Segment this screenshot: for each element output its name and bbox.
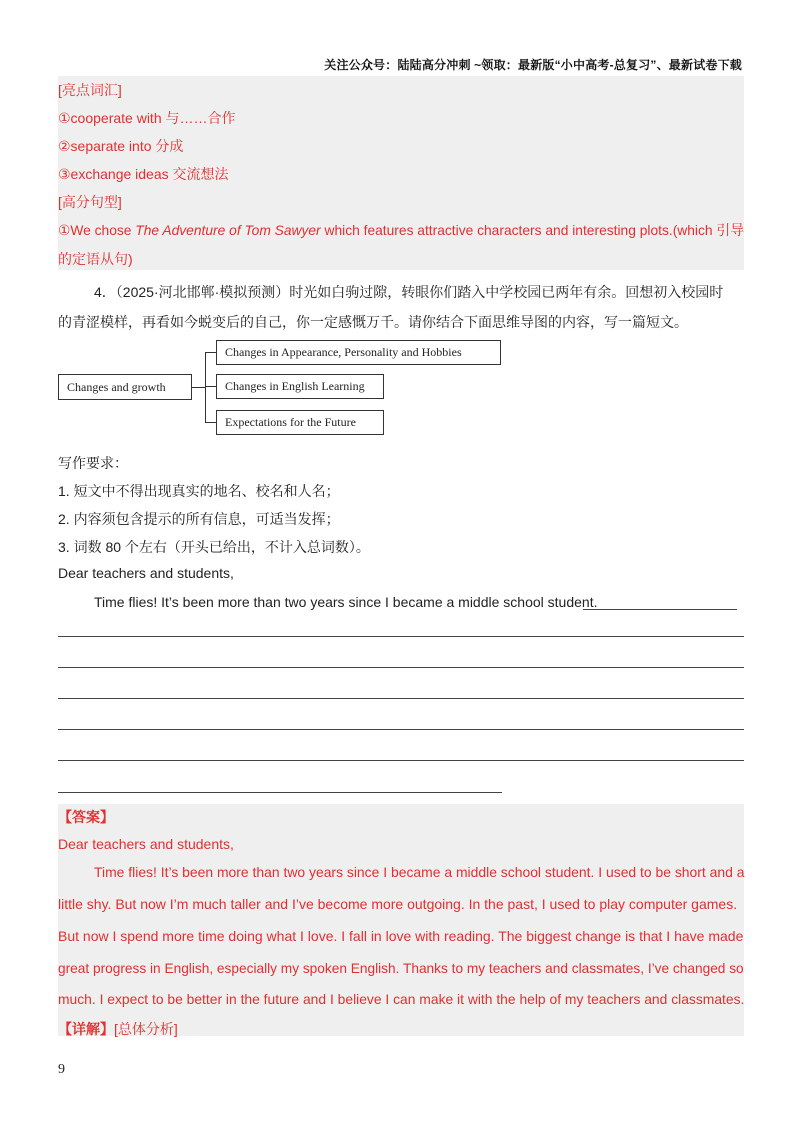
book-title: The Adventure of Tom Sawyer (135, 222, 321, 238)
answer-greeting: Dear teachers and students, (58, 836, 234, 852)
writing-line[interactable] (583, 609, 737, 610)
question-text: 4．（2025·河北邯郸·模拟预测）时光如白驹过隙，转眼你们踏入中学校园已两年有余。回想初入校园时 (94, 284, 724, 300)
question-text: 的青涩模样，再看如今蜕变后的自己，你一定感慨万千。请你结合下面思维导图的内容，写一篇短文。 (58, 314, 688, 330)
prompt-greeting: Dear teachers and students, (58, 565, 234, 581)
sentence-post: which features attractive characters and interesting plots.(which 引导 (320, 222, 745, 238)
writing-line[interactable] (58, 729, 744, 730)
writing-line[interactable] (58, 636, 744, 637)
answer-label: 【答案】 (58, 809, 114, 825)
mindmap-root: Changes and growth (58, 374, 192, 400)
writing-line[interactable] (58, 667, 744, 668)
detail-heading (58, 1019, 178, 1039)
vocab-item: ②separate into 分成 (58, 138, 184, 154)
mindmap-connector (205, 422, 216, 423)
prompt-opening: Time flies! It’s been more than two years since I became a middle school student. (94, 594, 598, 610)
mindmap-branch: Changes in English Learning (216, 374, 384, 399)
vocab-item: ①cooperate with 与……合作 (58, 110, 236, 126)
detail-text: [总体分析] (114, 1021, 178, 1037)
mindmap-connector (205, 386, 216, 387)
answer-line: great progress in English, especially my spoken English. Thanks to my teachers and classmates, I’ve changed so (58, 960, 744, 976)
vocab-item: ③exchange ideas 交流想法 (58, 166, 229, 182)
mindmap-connector (192, 387, 205, 388)
mindmap-connector (205, 352, 216, 353)
requirements-title: 写作要求： (58, 455, 128, 471)
requirement-item: 2. 内容须包含提示的所有信息，可适当发挥； (58, 511, 340, 527)
mindmap-branch: Expectations for the Future (216, 410, 384, 435)
writing-line[interactable] (58, 792, 502, 793)
writing-line[interactable] (58, 698, 744, 699)
answer-line: little shy. But now I’m much taller and I’ve become more outgoing. In the past, I used to play computer games. (58, 896, 738, 912)
sentence-pre: ①We chose (58, 222, 136, 238)
vocab-heading: [亮点词汇] (58, 82, 122, 98)
mindmap-branch: Changes in Appearance, Personality and Hobbies (216, 340, 501, 365)
requirement-item: 3. 词数 80 个左右（开头已给出，不计入总词数）。 (58, 539, 370, 555)
sentence-line: 的定语从句) (58, 251, 133, 267)
mindmap-connector (205, 352, 206, 423)
requirement-item: 1. 短文中不得出现真实的地名、校名和人名； (58, 483, 340, 499)
sentence-line (58, 220, 744, 240)
page-number: 9 (58, 1062, 65, 1077)
answer-line: But now I spend more time doing what I love. I fall in love with reading. The biggest change is that I have made (58, 928, 744, 944)
detail-label: 【详解】 (58, 1021, 114, 1037)
answer-line: Time flies! It’s been more than two years since I became a middle school student. I used to be short and a (94, 864, 745, 880)
page-header: 关注公众号：陆陆高分冲刺 ~领取：最新版“小中高考-总复习”、最新试卷下载 (324, 58, 742, 72)
answer-line: much. I expect to be better in the future and I believe I can make it with the help of my teachers and classmates. (58, 991, 745, 1007)
writing-line[interactable] (58, 760, 744, 761)
sentence-heading: [高分句型] (58, 194, 122, 210)
